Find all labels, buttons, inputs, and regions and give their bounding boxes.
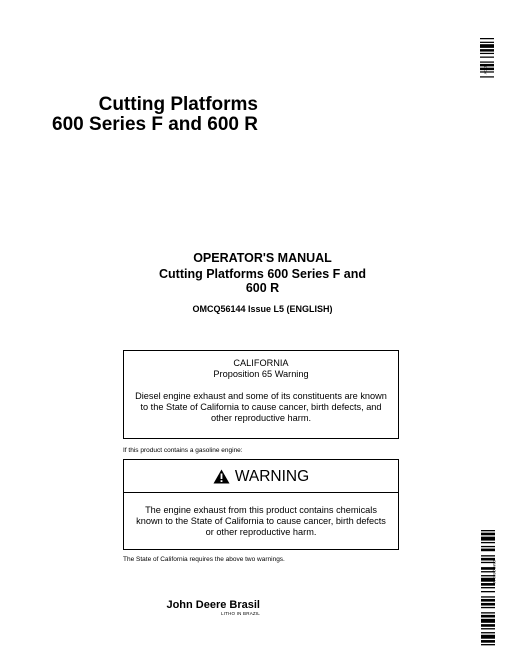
barcode-bar [481,624,495,627]
barcode-bar [481,632,495,633]
barcode-bar [480,44,494,48]
barcode-bar [480,61,494,62]
title-line-1: Cutting Platforms [98,94,258,115]
barcode-top-label: DCY [483,66,488,75]
manual-heading: OPERATOR'S MANUAL [193,251,332,265]
barcode-bar [480,38,494,39]
warning-divider [124,492,398,493]
barcode-bar [481,619,495,623]
barcode-bar [481,533,495,536]
barcode-bar [481,591,495,592]
gasoline-note: If this product contains a gasoline engine: [123,447,243,454]
barcode-bottom-label: OMCQ56144 [492,560,497,584]
barcode-bar [481,603,495,606]
publisher [166,599,260,616]
california-warning-box [123,350,399,439]
california-heading: CALIFORNIA [233,358,289,368]
manual-name [120,267,405,295]
barcode-bar [481,549,495,552]
barcode-bar [480,57,494,58]
barcode-bar [481,628,495,629]
barcode-bottom [481,530,495,648]
manual-issue: OMCQ56144 Issue L5 (ENGLISH) [192,304,333,314]
barcode-bar [481,555,495,556]
gasoline-warning-box [123,459,399,550]
barcode-bar [481,635,495,639]
barcode-bar [481,599,495,602]
warning-text: The engine exhaust from this product contains chemicals known to the State of California to cause cancer, birth defects or other reproductive harm. [136,505,386,537]
barcode-bar [480,49,494,51]
proposition-label: Proposition 65 Warning [213,369,309,379]
title-line-2: 600 Series F and 600 R [52,114,258,135]
barcode-bar [481,612,495,613]
manual-name-line-1: Cutting Platforms 600 Series F and [159,267,366,281]
barcode-bar [481,542,495,543]
barcode-bar [480,42,494,43]
barcode-bar [480,76,494,77]
california-requirement-note: The State of California requires the above two warnings. [123,556,285,563]
barcode-bar [481,587,495,588]
barcode-bar [481,607,495,608]
warning-triangle-icon [213,469,230,484]
barcode-bar [481,530,495,531]
barcode-bar [480,53,494,54]
barcode-bar [481,537,495,541]
printed-in-label: LITHO IN BRAZIL [220,611,260,616]
publisher-name: John Deere Brasil [166,599,260,611]
california-warning-text: Diesel engine exhaust and some of its constituents are known to the State of California to cause cancer, birth defects, and other reproductive harm. [135,391,387,423]
warning-heading [124,468,398,485]
warning-heading-text: WARNING [234,468,310,485]
document-title [52,95,258,135]
barcode-bar [481,615,495,618]
manual-name-line-2: 600 R [245,281,280,295]
barcode-bar [481,596,495,597]
barcode-bar [481,644,495,645]
barcode-bar [481,546,495,547]
barcode-bar [481,640,495,643]
